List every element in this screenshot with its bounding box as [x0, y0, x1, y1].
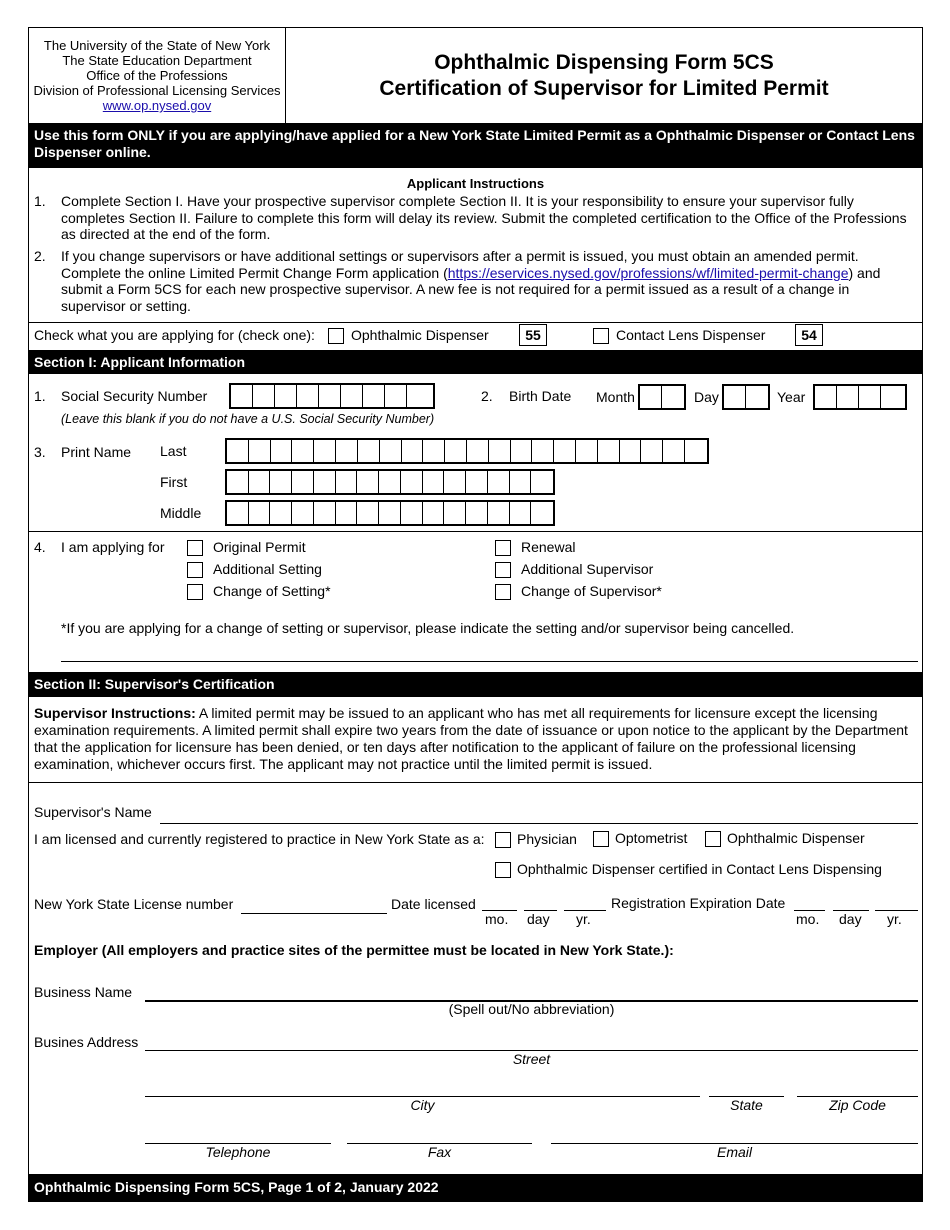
change-footnote: *If you are applying for a change of setting or supervisor, please indicate the setting and/or supervisor being cancelled. [61, 620, 795, 636]
instruction-1: Complete Section I. Have your prospective supervisor complete Section II. It is your responsibility to ensure your supervisor fully completes Section II. Failure to complete this form will delay its review. Submit the completed certification to the Office of the Professions as directed at the end of the form. [61, 193, 907, 242]
supervisor-name-input[interactable] [160, 823, 918, 824]
agency-line: Office of the Professions [86, 68, 228, 83]
change-of-supervisor-checkbox[interactable] [495, 584, 511, 600]
month-label: Month [596, 389, 635, 405]
form-title-line2: Certification of Supervisor for Limited Permit [379, 77, 829, 100]
telephone-caption: Telephone [205, 1144, 271, 1160]
additional-supervisor-label: Additional Supervisor [521, 561, 654, 577]
middle-name-label: Middle [160, 505, 202, 521]
contact-lens-certified-checkbox[interactable] [495, 862, 511, 878]
contact-lens-dispenser-checkbox[interactable] [593, 328, 609, 344]
registration-expiration-label: Registration Expiration Date [611, 895, 786, 911]
form-page [28, 27, 923, 1202]
change-of-setting-checkbox[interactable] [187, 584, 203, 600]
divider [29, 782, 922, 783]
profession-code-55: 55 [519, 324, 547, 346]
birth-day-input[interactable] [722, 384, 770, 410]
apply-number: 4. [34, 539, 46, 555]
ssn-input[interactable] [229, 383, 435, 409]
zip-caption: Zip Code [829, 1097, 886, 1113]
expiration-day-caption: day [839, 911, 862, 927]
supervisor-name-label: Supervisor's Name [34, 804, 152, 820]
license-number-label: New York State License number [34, 896, 234, 912]
expiration-mo-caption: mo. [796, 911, 820, 927]
instruction-2 [61, 248, 911, 314]
ophthalmic-dispenser-licensed-checkbox[interactable] [705, 831, 721, 847]
supervisor-instructions-text: A limited permit may be issued to an applicant who has met all requirements for licensure except the licensing examination requirements. A limited permit shall expire two years from the date of issuance or upon notice to the applicant by the Department that the application for licensure has been denied, or ten days after notification to the applicant of failure on the professional licensing examination, whichever occurs first. The applicant may not practice until the limited permit is issued. [34, 705, 908, 772]
contact-lens-certified-label: Ophthalmic Dispenser certified in Contact Lens Dispensing [517, 861, 882, 877]
last-name-label: Last [160, 443, 187, 459]
date-licensed-day-caption: day [527, 911, 550, 927]
original-permit-label: Original Permit [213, 539, 306, 555]
profession-code-54: 54 [795, 324, 823, 346]
last-name-input[interactable] [225, 438, 709, 464]
state-caption: State [730, 1097, 763, 1113]
renewal-checkbox[interactable] [495, 540, 511, 556]
first-name-label: First [160, 474, 188, 490]
fax-caption: Fax [427, 1144, 452, 1160]
licensed-as-label: I am licensed and currently registered to practice in New York State as a: [34, 831, 485, 847]
section1-bar: Section I: Applicant Information [29, 350, 922, 374]
supervisor-instructions-heading: Supervisor Instructions: [34, 705, 196, 721]
check-label: Check what you are applying for (check one): [34, 327, 315, 343]
divider [29, 322, 922, 323]
form-title-line1: Ophthalmic Dispensing Form 5CS [434, 51, 774, 74]
physician-checkbox[interactable] [495, 832, 511, 848]
ophthalmic-dispenser-licensed-label: Ophthalmic Dispenser [727, 830, 865, 846]
physician-label: Physician [517, 831, 577, 847]
expiration-yr-caption: yr. [887, 911, 902, 927]
optometrist-checkbox[interactable] [593, 831, 609, 847]
additional-setting-checkbox[interactable] [187, 562, 203, 578]
spell-out-caption: (Spell out/No abbreviation) [448, 1001, 615, 1017]
business-address-label: Busines Address [34, 1034, 139, 1050]
apply-label: I am applying for [61, 539, 165, 555]
ssn-note: (Leave this blank if you do not have a U.S. Social Security Number) [61, 412, 435, 426]
date-licensed-mo-caption: mo. [485, 911, 509, 927]
birth-year-input[interactable] [813, 384, 907, 410]
instructions-heading: Applicant Instructions [406, 176, 545, 191]
instruction-2-text-b: ) and submit a Form 5CS for each new prospective supervisor. A new fee is not required for a permit issued as a result of a change in supervisor or setting. [61, 264, 881, 314]
form-title [286, 28, 922, 123]
footer-bar: Ophthalmic Dispensing Form 5CS, Page 1 of 2, January 2022 [29, 1174, 922, 1201]
notice-bar: Use this form ONLY if you are applying/have applied for a New York State Limited Permit as a Ophthalmic Dispenser or Contact Lens Dispenser online. [29, 123, 922, 168]
instruction-2-text-a: If you change supervisors or have additional settings or supervisors after a permit is issued, you must obtain an amended permit. Complete the online Limited Permit Change Form application ( [61, 248, 859, 281]
change-of-setting-label: Change of Setting* [213, 583, 331, 599]
day-label: Day [694, 389, 719, 405]
name-label: Print Name [61, 444, 132, 460]
birth-label: Birth Date [509, 388, 572, 404]
middle-name-input[interactable] [225, 500, 555, 526]
date-licensed-label: Date licensed [391, 896, 476, 912]
optometrist-label: Optometrist [615, 830, 688, 846]
street-caption: Street [512, 1051, 551, 1067]
birth-number: 2. [481, 388, 493, 404]
limited-permit-change-link[interactable]: https://eservices.nysed.gov/professions/wf/limited-permit-change [447, 264, 849, 281]
birth-month-input[interactable] [638, 384, 686, 410]
agency-line: The State Education Department [62, 53, 252, 68]
first-name-input[interactable] [225, 469, 555, 495]
contact-lens-dispenser-label: Contact Lens Dispenser [616, 327, 766, 343]
instruction-1-number: 1. [34, 193, 46, 209]
city-caption: City [410, 1097, 435, 1113]
divider [29, 531, 922, 532]
ophthalmic-dispenser-checkbox[interactable] [328, 328, 344, 344]
year-label: Year [777, 389, 806, 405]
section2-bar: Section II: Supervisor's Certification [29, 672, 922, 697]
ssn-label: Social Security Number [61, 388, 208, 404]
supervisor-instructions [34, 705, 916, 773]
employer-heading: Employer (All employers and practice sites of the permittee must be located in New York State.): [34, 942, 674, 958]
agency-line: Division of Professional Licensing Services [33, 83, 281, 98]
original-permit-checkbox[interactable] [187, 540, 203, 556]
agency-block [29, 28, 286, 123]
license-number-input[interactable] [241, 913, 387, 914]
additional-supervisor-checkbox[interactable] [495, 562, 511, 578]
agency-line: The University of the State of New York [43, 38, 271, 53]
additional-setting-label: Additional Setting [213, 561, 322, 577]
agency-website-link[interactable]: www.op.nysed.gov [102, 98, 212, 113]
date-licensed-yr-caption: yr. [576, 911, 591, 927]
ophthalmic-dispenser-label: Ophthalmic Dispenser [351, 327, 489, 343]
email-caption: Email [716, 1144, 752, 1160]
instruction-2-number: 2. [34, 248, 46, 264]
ssn-number: 1. [34, 388, 46, 404]
business-name-label: Business Name [34, 984, 133, 1000]
renewal-label: Renewal [521, 539, 576, 555]
cancelled-setting-input[interactable] [61, 661, 918, 662]
change-of-supervisor-label: Change of Supervisor* [521, 583, 662, 599]
name-number: 3. [34, 444, 46, 460]
